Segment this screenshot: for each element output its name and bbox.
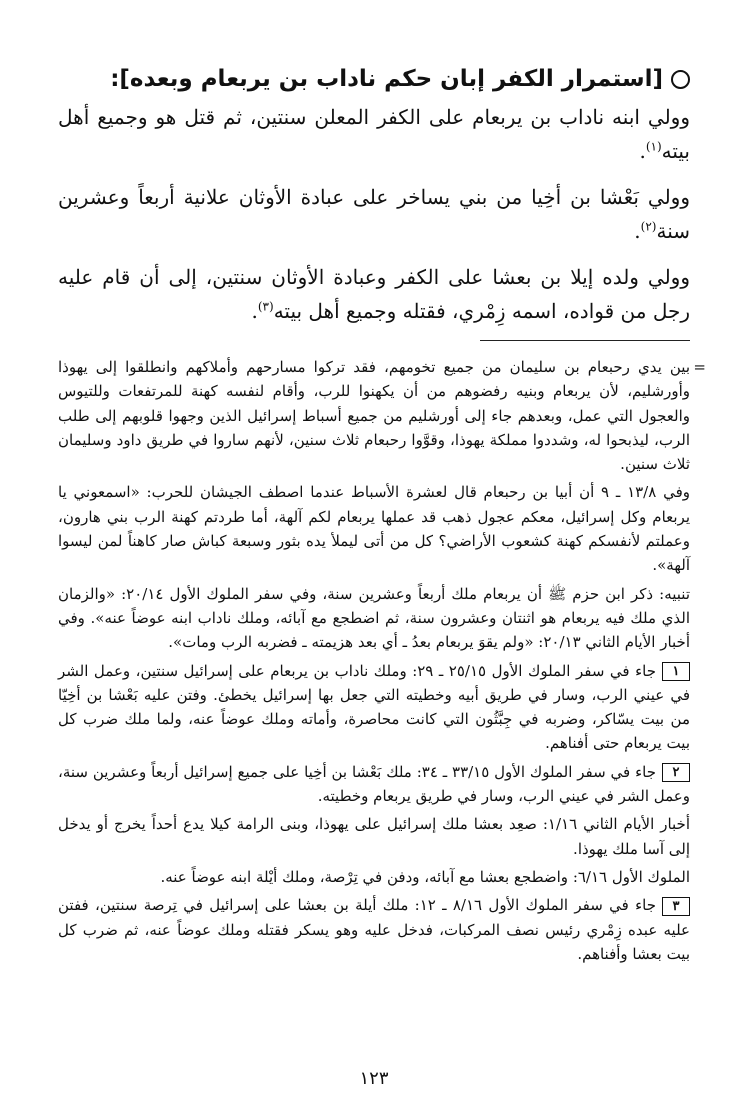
footnote-ref-3[interactable]: (٣) xyxy=(257,299,274,314)
footnote-2: ٢جاء في سفر الملوك الأول ٣٣/١٥ ـ ٣٤: ملك بَعْشا بن أخِيا على جميع إسرائيل أربعاً وعشرين سنة، وعمل الشر في عيني الرب، وسار في طريق يربعام وخطيته. xyxy=(58,762,690,806)
footnote-2-akhbar: أخبار الأيام الثاني ١/١٦: صعِد بعشا ملك إسرائيل على يهوذا، وبنى الرامة كيلا يدع أحداً يخرج أو يدخل إلى آسا ملك يهوذا. xyxy=(58,815,690,858)
footnote-ref-1[interactable]: (١) xyxy=(645,139,662,154)
main-paragraph-2: وولي بَعْشا بن أخِيا من بني يساخر على عبادة الأوثان علانية أربعاً وعشرين سنة$^{(٢)}$. xyxy=(58,185,690,243)
circle-bullet-icon xyxy=(671,70,690,89)
footnote-number-1: ١ xyxy=(662,662,690,681)
footnote-separator xyxy=(480,340,690,341)
heading-text: [استمرار الكفر إبان حكم ناداب بن يربعام وبعده]: xyxy=(110,66,663,92)
main-paragraph-3: وولي ولده إيلا بن بعشا على الكفر وعبادة الأوثان سنتين، إلى أن قام عليه رجل من قواده، اسمه زِمْري، فقتله وجميع أهل بيته$^{(٣)}$. xyxy=(58,265,690,323)
footnote-ref-2[interactable]: (٢) xyxy=(640,219,657,234)
footnote-3: ٣جاء في سفر الملوك الأول ٨/١٦ ـ ١٢: ملك أيلة بن بعشا على إسرائيل في تِرصة سنتين، ففتن عليه عبده زِمْري رئيس نصف المركبات، فدخل عليه وهو يسكر فقتله وملك عوضاً عنه، ثم ضرب كل بيت بعشا وأفناهم. xyxy=(58,896,690,963)
footnote-2-muluk: الملوك الأول ٦/١٦: واضطجع بعشا مع آبائه، ودفن في تِرْصة، وملك أيْلة ابنه عوضاً عنه. xyxy=(160,867,690,886)
note-tanbih: تنبيه: ذكر ابن حزم ﷺ أن يربعام ملك أربعاً وعشرين سنة، وفي سفر الملوك الأول ٢٠/١٤: «والزمان الذي ملك فيه يربعام هو اثنتان وعشرون سنة، ثم اضطجع مع آبائه، وملك ناداب ابنه عوضاً عنه». وفي أخبار الأيام الثاني ٢٠/١٣: «ولم يقوَ يربعام بعدُ ـ أي بعد هزيمته ـ فضربه الرب ومات». xyxy=(58,584,690,652)
note-continuation: = بين يدي رحبعام بن سليمان من جميع تخومهم، فقد تركوا مسارحهم وأملاكهم وانطلقوا إلى يهوذا وأورشليم، لأن يربعام وبنيه رفضوهم من أن يكهنوا للرب، وأقام لنفسه كهنة للمرتفعات وللتيوس والعجول التي عمل، وبعدهم جاء إلى أورشليم من جميع أسباط إسرائيل الذين وجهوا قلوبهم إلى طلب الرب، ليذبحوا له، وشددوا مملكة يهوذا، وقوَّوا رحبعام ثلاث سنين، لأنهم ساروا في طريق داود وسليمان ثلاث سنين. xyxy=(58,355,690,476)
page-number: ١٢٣ xyxy=(359,1068,389,1089)
main-paragraph-1: وولي ابنه ناداب بن يربعام على الكفر المعلن سنتين، ثم قتل هو وجميع أهل بيته$^{(١)}$. xyxy=(58,105,690,163)
footnotes xyxy=(58,355,706,966)
note-paragraph-2: وفي ١٣/٨ ـ ٩ أن أبيا بن رحبعام قال لعشرة الأسباط عندما اصطف الجيشان للحرب: «اسمعوني يا يربعام وكل إسرائيل، معكم عجول ذهب قد عملها يربعام لكم آلهة، أما طردتم كهنة الرب بني هارون، وعملتم لأنفسكم كهنة كشعوب الأراضي؟ كل من أتى ليملأ يده بثور وسبعة كباش صار كاهناً لمن ليسوا آلهة». xyxy=(58,483,690,575)
footnote-number-3: ٣ xyxy=(662,897,690,916)
section-heading xyxy=(58,62,690,96)
main-text xyxy=(58,100,690,328)
footnote-number-2: ٢ xyxy=(662,763,690,782)
continuation-marker: = xyxy=(693,358,706,376)
footnote-1: ١جاء في سفر الملوك الأول ٢٥/١٥ ـ ٢٩: وملك ناداب بن يربعام على إسرائيل سنتين، وعمل الشر في عيني الرب، وسار في طريق أبيه وخطيته التي جعل بها إسرائيل يخطئ. وفتن عليه بَعْشا بن أخِيّا من بيت يسّاكر، وضربه في جِبَّثُون التي كانت محاصرة، وأماته وملك عوضاً عنه، ولما ملك ضرب كل بيت يربعام حتى أفناهم. xyxy=(58,661,690,753)
